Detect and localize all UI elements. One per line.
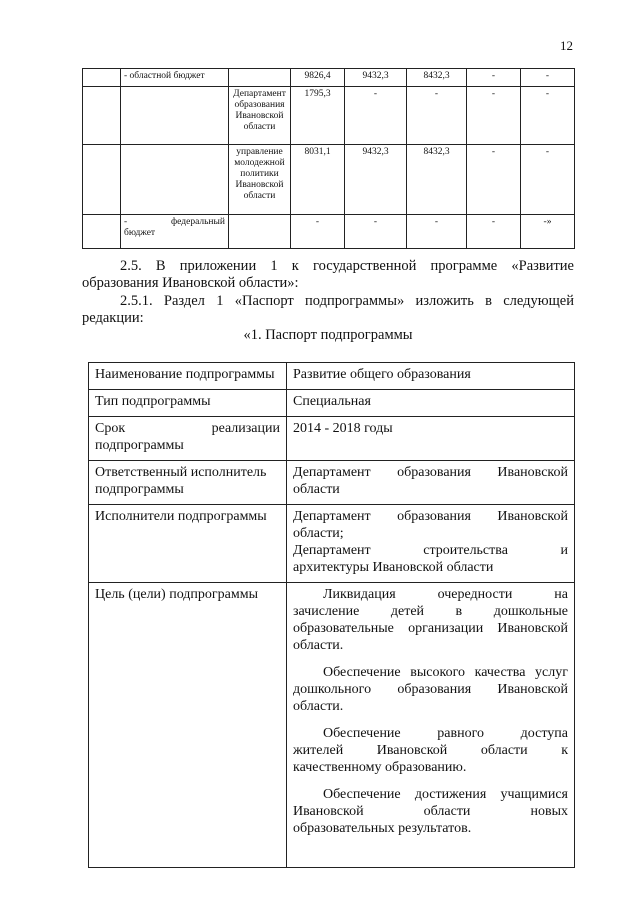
responsible-label: Ответственный исполнитель подпрограммы xyxy=(89,461,287,505)
paragraph-2-5: 2.5. В приложении 1 к государственной программе «Развитие образования Ивановской области»: xyxy=(82,258,574,291)
term-value: 2014 - 2018 годы xyxy=(287,417,575,461)
department-cell: Департамент образования Ивановской области xyxy=(229,87,291,145)
table-row: управление молодежной политики Ивановской области 8031,1 9432,3 8432,3 - - xyxy=(83,145,575,215)
type-value: Специальная xyxy=(287,390,575,417)
term-label: Срок реализации подпрограммы xyxy=(89,417,287,461)
paragraph-2-5-1: 2.5.1. Раздел 1 «Паспорт подпрограммы» изложить в следующей редакции: xyxy=(82,293,574,326)
goal-item: Обеспечение равного доступа жителей Ивановской области к качественному образованию. xyxy=(293,726,568,775)
goal-item: Ликвидация очередности на зачисление детей в дошкольные образовательные организации Ивановской области. xyxy=(293,587,568,653)
goal-item: Обеспечение высокого качества услуг дошкольного образования Ивановской области. xyxy=(293,665,568,714)
table-row xyxy=(89,390,575,417)
budget-label: - областной бюджет xyxy=(121,69,229,87)
department-cell: управление молодежной политики Ивановской области xyxy=(229,145,291,215)
name-value: Развитие общего образования xyxy=(287,363,575,390)
table-row: - областной бюджет 9826,4 9432,3 8432,3 - - xyxy=(83,69,575,87)
table-row xyxy=(89,363,575,390)
executors-value: Департамент образования Ивановской области; Департамент строительства и архитектуры Ивановской области xyxy=(287,505,575,583)
executors-label: Исполнители подпрограммы xyxy=(89,505,287,583)
table-row xyxy=(89,505,575,583)
goals-value xyxy=(287,583,575,868)
page-number: 12 xyxy=(560,38,573,53)
table-row: - федеральный бюджет - - - - -» xyxy=(83,215,575,249)
type-label: Тип подпрограммы xyxy=(89,390,287,417)
passport-title: «1. Паспорт подпрограммы xyxy=(243,327,413,343)
budget-label: - федеральный бюджет xyxy=(121,215,229,249)
goal-label: Цель (цели) подпрограммы xyxy=(89,583,287,868)
table-row xyxy=(89,417,575,461)
table-row: Департамент образования Ивановской области 1795,3 - - - - xyxy=(83,87,575,145)
goal-item: Обеспечение достижения учащимися Ивановской области новых образовательных результатов. xyxy=(293,787,568,836)
budget-table xyxy=(82,68,575,249)
table-row xyxy=(89,583,575,868)
responsible-value: Департамент образования Ивановской области xyxy=(287,461,575,505)
table-row xyxy=(89,461,575,505)
passport-table xyxy=(88,362,575,868)
name-label: Наименование подпрограммы xyxy=(89,363,287,390)
